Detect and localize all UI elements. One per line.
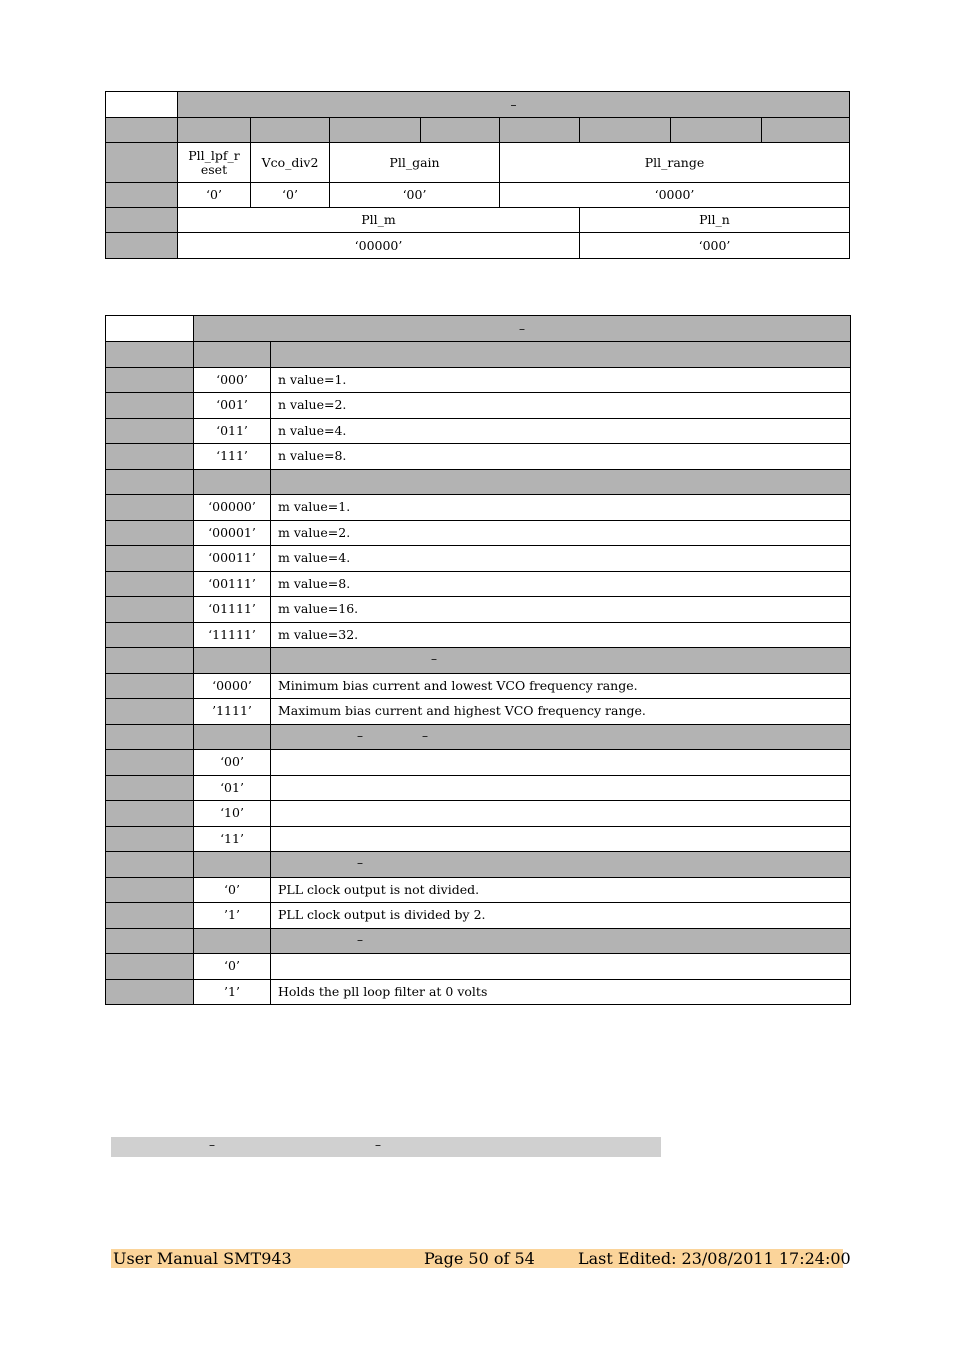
section-header-pll-n [106,342,851,368]
table-row [106,571,851,597]
field-vco-div2: Vco_div2 [251,143,330,183]
value-code: ‘0’ [194,954,271,980]
value-description: m value=1. [271,495,851,521]
table-row [106,520,851,546]
value-description: Minimum bias current and lowest VCO frequency range. [271,673,851,699]
value-code: ‘001’ [194,393,271,419]
section-dash: – [357,856,363,870]
table-row [106,367,851,393]
table-row [106,750,851,776]
field-description-table [105,315,851,1005]
value-code: ’1’ [194,979,271,1005]
value-description: PLL clock output is divided by 2. [271,903,851,929]
value-description: n value=8. [271,444,851,470]
value-code: ‘01’ [194,775,271,801]
value-description [271,775,851,801]
default-pll-n: ‘000’ [580,233,850,259]
value-description: m value=32. [271,622,851,648]
table-row [106,775,851,801]
value-code: ‘0’ [194,877,271,903]
value-code: ‘10’ [194,801,271,827]
caption-dash-1: – [209,1138,215,1152]
table-row [106,444,851,470]
field-pll-range: Pll_range [500,143,850,183]
register-layout-table [105,91,850,259]
table-title-row [106,92,850,118]
bit-number-row [106,118,850,143]
section-header-vco-div2 [106,852,851,878]
section-header-pll-gain [106,724,851,750]
section-header-pll-m [106,469,851,495]
field-pll-n: Pll_n [580,208,850,233]
value-code: ‘011’ [194,418,271,444]
field-pll-gain: Pll_gain [330,143,500,183]
table-row [106,673,851,699]
value-code: ‘11’ [194,826,271,852]
value-description: PLL clock output is not divided. [271,877,851,903]
table-row [106,903,851,929]
value-description: m value=2. [271,520,851,546]
field-name-row-2 [106,208,850,233]
default-pll-gain: ‘00’ [330,183,500,208]
value-description: m value=4. [271,546,851,572]
value-description: n value=2. [271,393,851,419]
value-description [271,750,851,776]
section-header-pll-range [106,648,851,674]
default-value-row [106,183,850,208]
section-dash: – [357,728,363,743]
header-dash: – [519,321,525,336]
caption-dash-2: – [375,1138,381,1152]
value-description [271,801,851,827]
value-description: n value=4. [271,418,851,444]
default-pll-m: ‘00000’ [178,233,580,259]
table-row [106,979,851,1005]
table-row [106,418,851,444]
field-pll-m: Pll_m [178,208,580,233]
table-row [106,546,851,572]
field-name-row [106,143,850,183]
value-code: ‘00’ [194,750,271,776]
table-row [106,801,851,827]
section-dash: – [357,932,363,947]
table-row [106,597,851,623]
section-dash: – [431,652,437,666]
value-description: m value=16. [271,597,851,623]
table-row [106,393,851,419]
default-pll-lpf-reset: ‘0’ [178,183,251,208]
value-code: ‘0000’ [194,673,271,699]
value-code: ‘111’ [194,444,271,470]
table-row [106,622,851,648]
default-pll-range: ‘0000’ [500,183,850,208]
value-code: ‘000’ [194,367,271,393]
field-pll-lpf-reset: Pll_lpf_r eset [178,143,251,183]
page-footer [111,1249,851,1268]
table-row [106,877,851,903]
caption-bar [111,1137,661,1157]
table-row [106,954,851,980]
value-code: ’1111’ [194,699,271,725]
section-dash: – [422,728,428,743]
value-description [271,954,851,980]
section-header-pll-lpf-reset [106,928,851,954]
value-code: ‘00001’ [194,520,271,546]
table-title-row [106,316,851,342]
value-description [271,826,851,852]
value-code: ‘11111’ [194,622,271,648]
default-value-row-2 [106,233,850,259]
table-row [106,495,851,521]
value-code: ‘00011’ [194,546,271,572]
value-code: ’1’ [194,903,271,929]
table-row [106,699,851,725]
footer-document-title: User Manual SMT943 [113,1249,292,1268]
value-code: ‘00111’ [194,571,271,597]
value-description: Holds the pll loop filter at 0 volts [271,979,851,1005]
footer-page-number: Page 50 of 54 [424,1249,535,1268]
value-description: Maximum bias current and highest VCO frequency range. [271,699,851,725]
value-description: m value=8. [271,571,851,597]
default-vco-div2: ‘0’ [251,183,330,208]
header-dash: – [510,97,517,112]
table-row [106,826,851,852]
value-description: n value=1. [271,367,851,393]
value-code: ‘00000’ [194,495,271,521]
value-code: ‘01111’ [194,597,271,623]
footer-last-edited: Last Edited: 23/08/2011 17:24:00 [578,1249,851,1268]
